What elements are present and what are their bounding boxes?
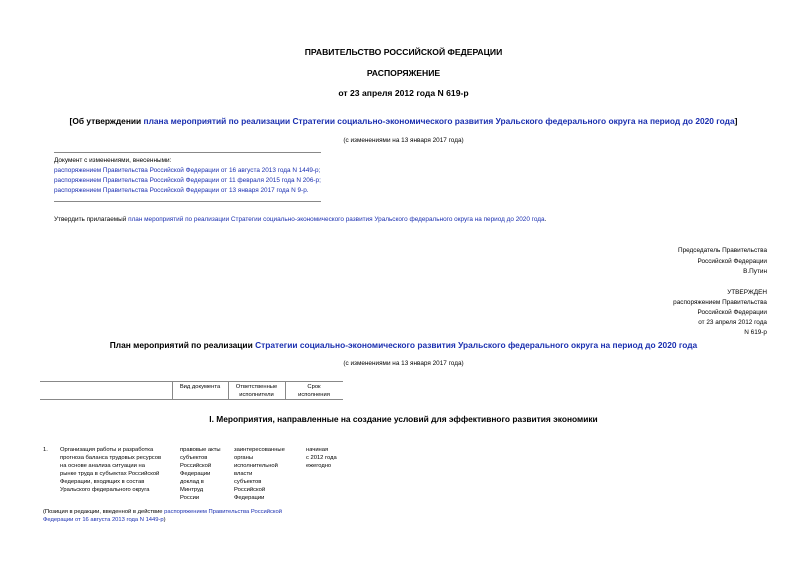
document-date-number: от 23 апреля 2012 года N 619-р (338, 88, 469, 98)
change-link-2013[interactable]: распоряжением Правительства Российской Федерации от 16 августа 2013 года N 1449-р; (54, 167, 321, 174)
title-plan-link[interactable]: плана мероприятий по реализации Стратегии социально-экономического развития Уральского федерального округа на период до 2020 года (143, 116, 735, 126)
government-title: ПРАВИТЕЛЬСТВО РОССИЙСКОЙ ФЕДЕРАЦИИ (304, 47, 503, 57)
change-link-2015[interactable]: распоряжением Правительства Российской Федерации от 11 февраля 2015 года N 206-р; (54, 177, 321, 184)
section-1-title: I. Мероприятия, направленные на создание условий для эффективного развития экономики (209, 414, 598, 424)
plan-title (0, 340, 807, 350)
change-link-2017[interactable]: распоряжением Правительства Российской Федерации от 13 января 2017 года N 9-р. (54, 187, 309, 194)
position-note-suffix: ) (163, 517, 166, 523)
changes-top-divider (54, 152, 321, 153)
table-header-bottom-border (40, 399, 343, 400)
header-term (285, 383, 343, 399)
title-bracket-open: [Об утверждении (69, 116, 144, 126)
approve-plan-link[interactable]: план мероприятий по реализации Стратегии социально-экономического развития Уральского федерального округа на период до 2020 года (128, 216, 545, 223)
approved-line-3: Российской Федерации (697, 309, 767, 316)
plan-title-prefix: План мероприятий по реализации (109, 340, 256, 350)
item-1-resp-line: исполнительной (234, 463, 278, 469)
approved-line-2: распоряжением Правительства (673, 299, 767, 306)
item-1-term-line: с 2012 года (306, 455, 337, 461)
item-1-description (60, 446, 178, 494)
header-responsible-line2: исполнители (239, 392, 274, 398)
header-term-line1: Срок (307, 384, 321, 390)
document-title (0, 116, 807, 126)
item-1-resp-line: органы (234, 455, 254, 461)
item-1-term-line: начиная (306, 447, 329, 453)
item-1-doc-line: Федерации (180, 471, 211, 477)
plan-amended-note: (с изменениями на 13 января 2017 года) (343, 360, 464, 367)
approved-line-5: N 619-р (744, 329, 767, 336)
item-1-resp-line: заинтересованные (234, 447, 285, 453)
item-1-doc-line: Российской (180, 463, 212, 469)
item-1-desc-line: рынке труда в субъектах Российской (60, 471, 160, 477)
item-1-resp-line: субъектов (234, 479, 262, 485)
signature-name: В.Путин (743, 268, 767, 275)
changes-intro: Документ с изменениями, внесенными: (54, 157, 172, 164)
approve-suffix: . (544, 216, 547, 223)
item-1-term (306, 446, 356, 470)
item-1-resp-line: Федерации (234, 495, 265, 501)
table-header-top-border (40, 381, 343, 382)
signature-country: Российской Федерации (697, 258, 767, 265)
position-note-link-cont[interactable]: Федерации от 16 августа 2013 года N 1449-р (43, 517, 164, 523)
item-1-doc-line: доклад в (180, 479, 204, 485)
header-term-line2: исполнения (298, 392, 330, 398)
changes-bottom-divider (54, 201, 321, 202)
header-doc-kind: Вид документа (179, 384, 221, 390)
item-1-term-line: ежегодно (306, 463, 332, 469)
position-note-prefix: (Позиция в редакции, введенной в действие (43, 509, 165, 515)
item-1-document (180, 446, 232, 502)
position-note-link[interactable]: распоряжением Правительства Российской (164, 509, 282, 515)
item-1-number: 1. (43, 447, 48, 453)
item-1-desc-line: Организация работы и разработка (60, 447, 154, 453)
approve-prefix: Утвердить прилагаемый (54, 216, 129, 223)
approved-line-4: от 23 апреля 2012 года (698, 319, 767, 326)
title-bracket-close: ] (734, 116, 738, 126)
header-responsible (228, 383, 285, 399)
position-note-line1 (43, 508, 282, 516)
item-1-desc-line: на основе анализа ситуации на (60, 463, 145, 469)
header-responsible-line1: Ответственные (235, 384, 278, 390)
item-1-resp-line: власти (234, 471, 253, 477)
item-1-doc-line: субъектов (180, 455, 208, 461)
item-1-responsible (234, 446, 302, 502)
signature-position: Председатель Правительства (678, 247, 767, 254)
amended-note: (с изменениями на 13 января 2017 года) (343, 137, 464, 144)
plan-strategy-link[interactable]: Стратегии социально-экономического развития Уральского федерального округа на период до 2020 года (255, 340, 698, 350)
item-1-resp-line: Российской (234, 487, 266, 493)
approved-heading: УТВЕРЖДЕН (727, 289, 767, 296)
item-1-desc-line: прогноза баланса трудовых ресурсов (60, 455, 162, 461)
position-note (43, 508, 282, 524)
item-1-desc-line: Федерации, входящих в состав (60, 479, 145, 485)
item-1-doc-line: России (180, 495, 200, 501)
item-1-doc-line: правовые акты (180, 447, 221, 453)
item-1-doc-line: Минтруд (180, 487, 204, 493)
item-1-desc-line: Уральского федерального округа (60, 487, 150, 493)
position-note-line2 (43, 516, 282, 524)
document-type: РАСПОРЯЖЕНИЕ (366, 68, 441, 78)
approve-sentence (54, 215, 546, 224)
